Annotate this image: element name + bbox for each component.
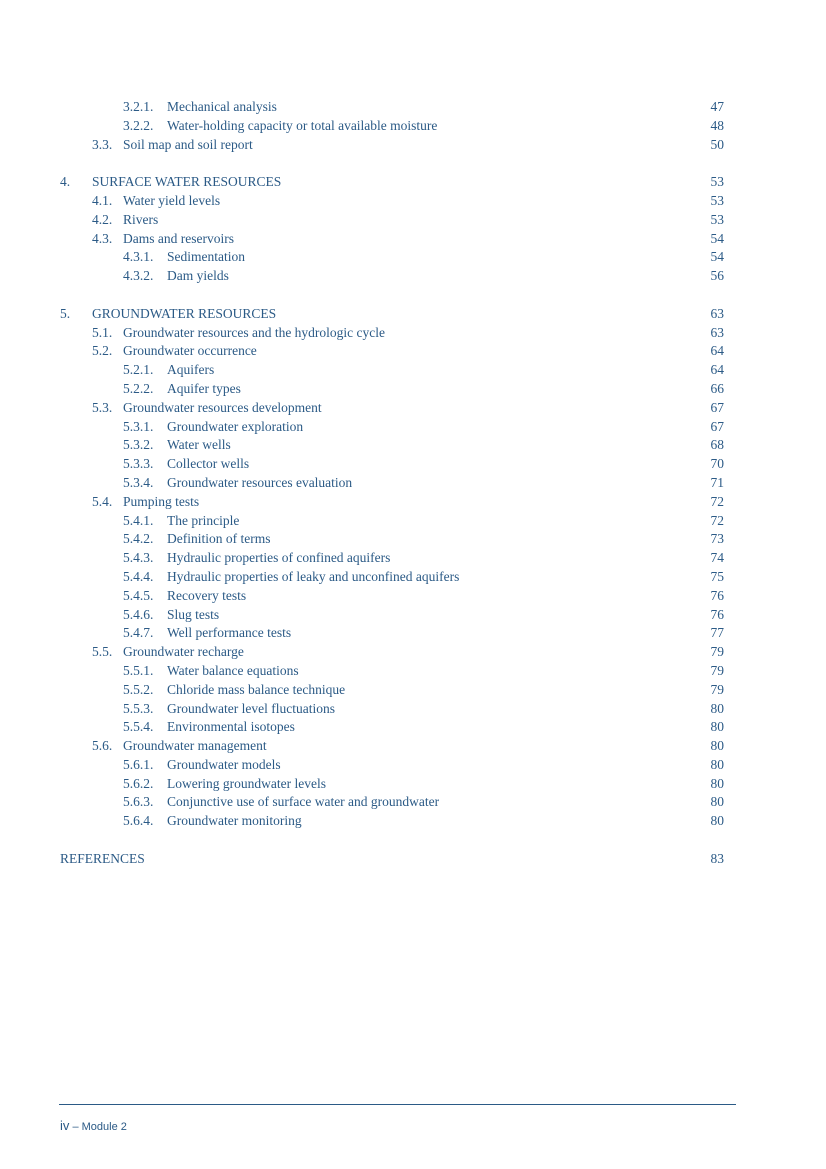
toc-entry-title: Well performance tests (167, 625, 292, 641)
toc-entry-page: 80 (710, 756, 724, 772)
toc-entry[interactable] (60, 530, 726, 549)
toc-entry[interactable] (60, 737, 726, 756)
toc-entry-number: 5.2.2. (123, 380, 154, 396)
toc-entry-title: Aquifers (167, 362, 215, 378)
toc-entry-number: 5.3.4. (123, 474, 154, 490)
toc-entry-number: 5.2. (92, 343, 113, 359)
toc-entry-number: 5.4.2. (123, 531, 154, 547)
toc-entry-number: 5.2.1. (123, 362, 154, 378)
toc-entry-title: Sedimentation (167, 249, 245, 265)
toc-entry-page: 80 (710, 738, 724, 754)
toc-entry[interactable] (60, 850, 726, 869)
toc-entry-page: 80 (710, 794, 724, 810)
table-of-contents (60, 98, 726, 869)
toc-entry-title: REFERENCES (60, 850, 145, 866)
toc-spacer (60, 831, 726, 850)
toc-entry-title: Groundwater occurrence (123, 343, 257, 359)
toc-entry-page: 56 (710, 268, 724, 284)
toc-entry-page: 63 (710, 305, 724, 321)
toc-entry[interactable] (60, 512, 726, 531)
toc-entry-page: 66 (710, 380, 724, 396)
toc-entry-page: 53 (710, 174, 724, 190)
toc-entry-page: 77 (710, 625, 724, 641)
toc-entry-title: SURFACE WATER RESOURCES (92, 174, 282, 190)
page-footer (60, 1118, 127, 1133)
toc-entry-page: 64 (710, 343, 724, 359)
toc-entry-number: 5.3.2. (123, 437, 154, 453)
toc-entry[interactable] (60, 493, 726, 512)
toc-entry[interactable] (60, 700, 726, 719)
toc-entry-title: Rivers (123, 211, 159, 227)
toc-entry-number: 5.6. (92, 738, 113, 754)
toc-entry[interactable] (60, 812, 726, 831)
toc-entry-number: 4.1. (92, 192, 113, 208)
toc-entry-page: 63 (710, 324, 724, 340)
toc-entry-page: 70 (710, 456, 724, 472)
toc-entry-title: Chloride mass balance technique (167, 681, 346, 697)
toc-entry-number: 5.4.6. (123, 606, 154, 622)
footer-divider (59, 1104, 736, 1105)
toc-entry-number: 5.4.3. (123, 550, 154, 566)
toc-entry-page: 50 (710, 136, 724, 152)
toc-entry-number: 4.3. (92, 230, 113, 246)
toc-entry-title: Conjunctive use of surface water and groundwater (167, 794, 440, 810)
toc-entry-page: 67 (710, 418, 724, 434)
toc-entry-page: 80 (710, 813, 724, 829)
toc-entry[interactable] (60, 549, 726, 568)
toc-entry-page: 53 (710, 192, 724, 208)
toc-entry-title: Definition of terms (167, 531, 271, 547)
toc-entry-number: 5.5.1. (123, 662, 154, 678)
toc-entry-number: 5.6.2. (123, 775, 154, 791)
toc-entry-number: 4. (60, 174, 71, 190)
toc-entry-page: 68 (710, 437, 724, 453)
toc-entry[interactable] (60, 756, 726, 775)
toc-entry-number: 5.5. (92, 644, 113, 660)
toc-entry-page: 67 (710, 399, 724, 415)
toc-entry-number: 4.3.1. (123, 249, 154, 265)
toc-entry-title: Aquifer types (167, 380, 241, 396)
toc-entry-title: Groundwater management (123, 738, 267, 754)
toc-entry-page: 75 (710, 568, 724, 584)
toc-entry-page: 80 (710, 700, 724, 716)
toc-entry-title: The principle (167, 512, 240, 528)
toc-entry-page: 73 (710, 531, 724, 547)
toc-entry[interactable] (60, 98, 726, 117)
toc-entry-title: Collector wells (167, 456, 250, 472)
toc-entry-number: 5. (60, 305, 71, 321)
toc-entry-title: Dam yields (167, 268, 229, 284)
toc-entry-number: 4.3.2. (123, 268, 154, 284)
toc-entry-title: Groundwater resources development (123, 399, 322, 415)
toc-entry[interactable] (60, 436, 726, 455)
toc-entry-title: Environmental isotopes (167, 719, 295, 735)
toc-entry-number: 5.5.3. (123, 700, 154, 716)
toc-entry[interactable] (60, 718, 726, 737)
toc-entry[interactable] (60, 587, 726, 606)
toc-entry[interactable] (60, 455, 726, 474)
toc-entry-title: Groundwater resources and the hydrologic cycle (123, 324, 386, 340)
toc-entry-number: 5.6.1. (123, 756, 154, 772)
toc-entry-page: 80 (710, 775, 724, 791)
toc-entry-page: 79 (710, 681, 724, 697)
toc-entry-title: Groundwater monitoring (167, 813, 302, 829)
toc-entry-title: Groundwater models (167, 756, 281, 772)
toc-entry-title: Water balance equations (167, 662, 299, 678)
toc-entry-page: 47 (710, 99, 724, 114)
toc-entry-title: Groundwater level fluctuations (167, 700, 335, 716)
toc-entry[interactable] (60, 624, 726, 643)
toc-entry-number: 5.4.5. (123, 587, 154, 603)
toc-entry[interactable] (60, 305, 726, 324)
toc-entry[interactable] (60, 399, 726, 418)
toc-entry[interactable] (60, 230, 726, 249)
toc-entry-number: 5.3.3. (123, 456, 154, 472)
toc-entry[interactable] (60, 568, 726, 587)
toc-entry[interactable] (60, 418, 726, 437)
footer-module-label: Module 2 (81, 1121, 127, 1133)
toc-entry-page: 72 (710, 512, 724, 528)
toc-entry[interactable] (60, 324, 726, 343)
toc-entry-number: 3.2.1. (123, 99, 154, 114)
toc-entry[interactable] (60, 136, 726, 155)
toc-entry[interactable] (60, 173, 726, 192)
toc-entry-page: 48 (710, 117, 724, 133)
toc-entry-number: 5.4.1. (123, 512, 154, 528)
toc-entry-number: 5.3.1. (123, 418, 154, 434)
toc-entry-title: Slug tests (167, 606, 220, 622)
toc-entry-title: Dams and reservoirs (123, 230, 234, 246)
toc-entry[interactable] (60, 793, 726, 812)
toc-entry[interactable] (60, 361, 726, 380)
toc-entry[interactable] (60, 380, 726, 399)
toc-entry-number: 3.3. (92, 136, 113, 152)
toc-entry-number: 5.6.4. (123, 813, 154, 829)
toc-entry-number: 5.6.3. (123, 794, 154, 810)
toc-entry-number: 5.4.7. (123, 625, 154, 641)
toc-entry-page: 72 (710, 493, 724, 509)
toc-spacer (60, 286, 726, 305)
toc-entry-number: 5.5.2. (123, 681, 154, 697)
toc-entry[interactable] (60, 662, 726, 681)
toc-entry-page: 53 (710, 211, 724, 227)
toc-entry-title: Groundwater recharge (123, 644, 244, 660)
toc-entry-number: 4.2. (92, 211, 113, 227)
toc-entry[interactable] (60, 117, 726, 136)
toc-entry-page: 54 (710, 249, 724, 265)
toc-entry-title: Pumping tests (123, 493, 200, 509)
toc-entry[interactable] (60, 192, 726, 211)
toc-entry[interactable] (60, 606, 726, 625)
toc-entry-title: Lowering groundwater levels (167, 775, 326, 791)
footer-separator: – (72, 1121, 79, 1133)
toc-entry-number: 5.4.4. (123, 568, 154, 584)
toc-entry-page: 74 (710, 550, 724, 566)
toc-entry[interactable] (60, 248, 726, 267)
toc-entry-title: Recovery tests (167, 587, 247, 603)
toc-entry[interactable] (60, 775, 726, 794)
toc-entry-title: Mechanical analysis (167, 99, 277, 114)
toc-entry-title: Groundwater resources evaluation (167, 474, 353, 490)
toc-entry-number: 5.4. (92, 493, 113, 509)
toc-entry-title: Soil map and soil report (123, 136, 253, 152)
toc-entry-title: Water wells (167, 437, 231, 453)
toc-entry-page: 54 (710, 230, 724, 246)
toc-entry[interactable] (60, 342, 726, 361)
toc-entry-page: 64 (710, 362, 724, 378)
toc-entry-title: GROUNDWATER RESOURCES (92, 305, 277, 321)
toc-entry[interactable] (60, 267, 726, 286)
toc-entry-title: Hydraulic properties of confined aquifers (167, 550, 391, 566)
toc-entry-page: 79 (710, 662, 724, 678)
toc-entry-page: 79 (710, 644, 724, 660)
toc-entry-page: 83 (710, 850, 724, 866)
toc-entry[interactable] (60, 474, 726, 493)
footer-page-number: iv (60, 1118, 70, 1133)
toc-spacer (60, 154, 726, 173)
toc-entry-page: 76 (710, 606, 724, 622)
toc-entry-page: 71 (710, 474, 724, 490)
toc-entry-page: 76 (710, 587, 724, 603)
toc-entry-page: 80 (710, 719, 724, 735)
toc-entry-number: 5.5.4. (123, 719, 154, 735)
toc-entry-title: Water yield levels (123, 192, 221, 208)
toc-entry-number: 3.2.2. (123, 117, 154, 133)
toc-entry-title: Groundwater exploration (167, 418, 304, 434)
toc-entry-number: 5.3. (92, 399, 113, 415)
toc-entry[interactable] (60, 681, 726, 700)
toc-entry-title: Hydraulic properties of leaky and unconfined aquifers (167, 568, 460, 584)
toc-entry[interactable] (60, 643, 726, 662)
toc-entry-number: 5.1. (92, 324, 113, 340)
toc-entry-title: Water-holding capacity or total available moisture (167, 117, 438, 133)
toc-entry[interactable] (60, 211, 726, 230)
